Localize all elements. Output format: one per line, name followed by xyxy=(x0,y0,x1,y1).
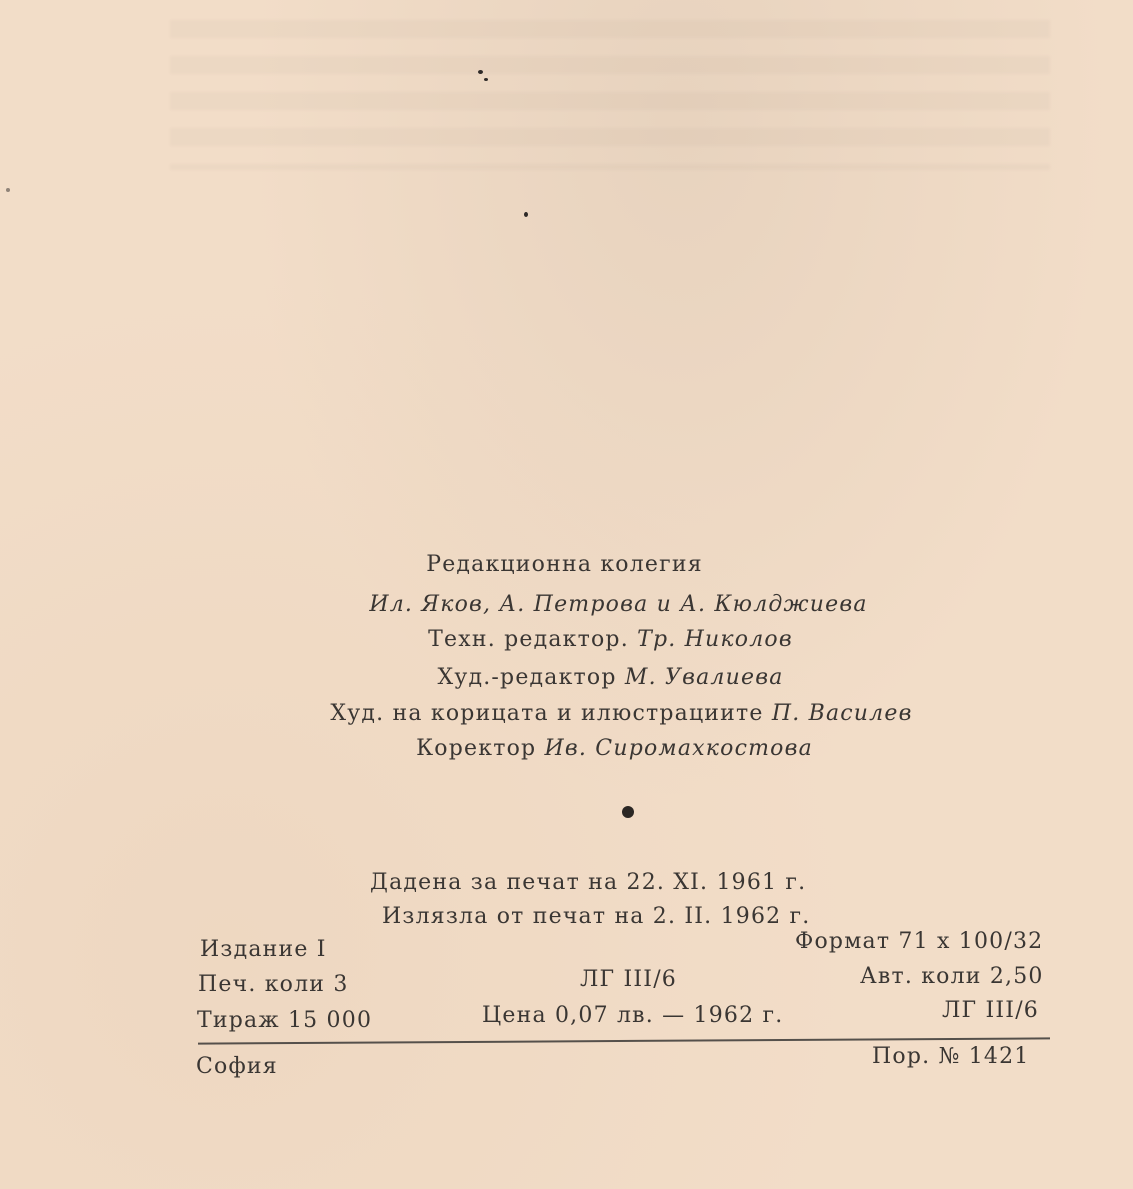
order-number: Пор. № 1421 xyxy=(872,1044,1030,1069)
print-date-line: Дадена за печат на 22. XI. 1961 г. xyxy=(370,870,807,895)
code-1: ЛГ III/6 xyxy=(580,967,677,992)
ink-speck xyxy=(6,188,10,192)
print-sheets: Печ. коли 3 xyxy=(198,972,349,997)
proofreader-label: Коректор xyxy=(416,736,537,761)
price: Цена 0,07 лв. — 1962 г. xyxy=(482,1003,784,1028)
proofreader-line xyxy=(48,736,1133,761)
art-editor-label: Худ.-редактор xyxy=(437,665,617,690)
ink-speck xyxy=(524,212,528,217)
illustrator-name: П. Василев xyxy=(771,701,913,726)
code-2: ЛГ III/6 xyxy=(942,998,1039,1023)
art-editor-name: М. Увалиева xyxy=(624,665,784,690)
tech-editor-name: Тр. Николов xyxy=(637,627,793,652)
city: София xyxy=(196,1054,278,1079)
tech-editor-line xyxy=(44,627,1133,652)
edition: Издание I xyxy=(200,937,327,962)
print-run: Тираж 15 000 xyxy=(197,1008,373,1033)
tech-editor-label: Техн. редактор. xyxy=(428,627,629,652)
ink-speck xyxy=(478,70,483,74)
art-editor-line xyxy=(44,665,1133,690)
release-date-line: Излязла от печат на 2. II. 1962 г. xyxy=(382,904,811,929)
editorial-board-heading: Редакционна колегия xyxy=(426,552,703,577)
proofreader-name: Ив. Сиромахкостова xyxy=(544,736,813,761)
author-sheets: Авт. коли 2,50 xyxy=(860,964,1044,989)
illustrator-line xyxy=(55,701,1133,726)
format: Формат 71 x 100/32 xyxy=(795,929,1044,954)
section-bullet xyxy=(622,806,634,818)
illustrator-label: Худ. на корицата и илюстрациите xyxy=(330,701,764,726)
editors-line: Ил. Яков, А. Петрова и А. Кюлджиева xyxy=(369,592,868,617)
ink-speck xyxy=(484,78,488,81)
bleed-through-text xyxy=(170,20,1050,170)
